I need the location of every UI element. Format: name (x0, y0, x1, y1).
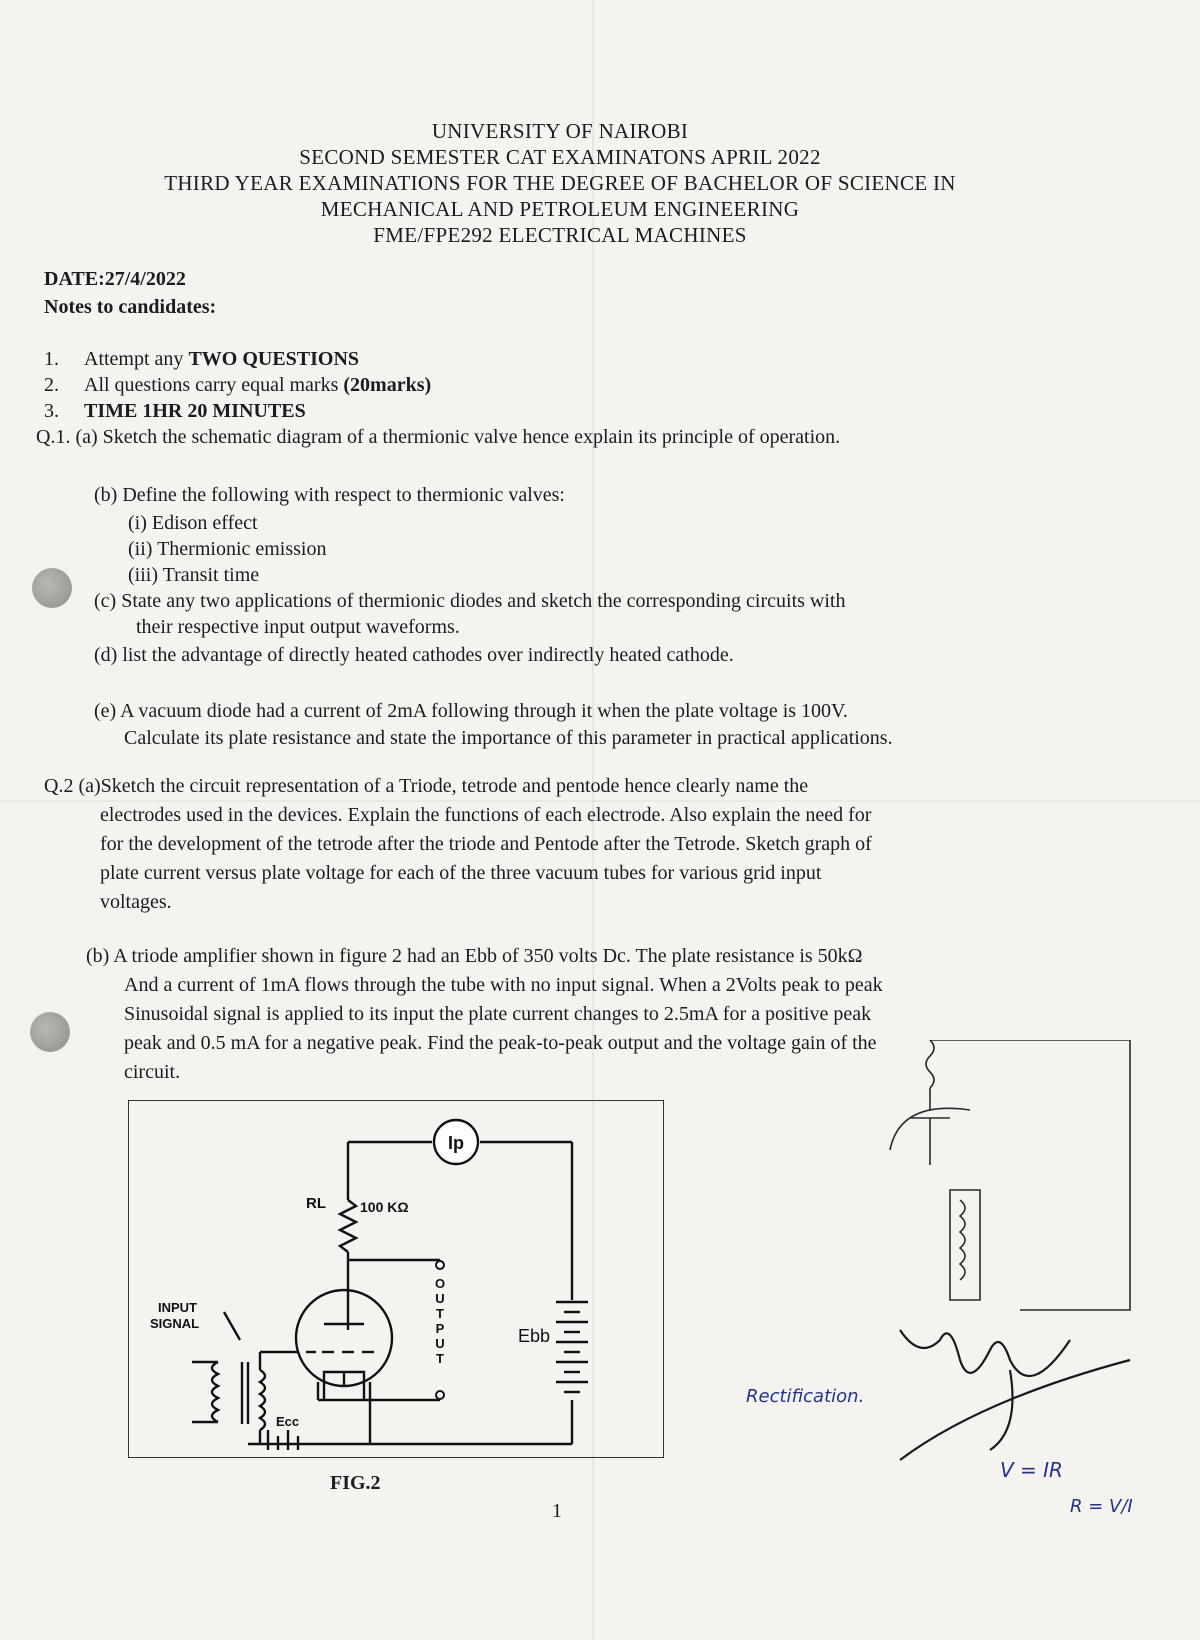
output-terminal-bottom (436, 1391, 444, 1399)
q2-b-line: peak and 0.5 mA for a negative peak. Find the peak-to-peak output and the voltage gain of the (124, 1032, 877, 1054)
page-number: 1 (552, 1500, 562, 1522)
output-letter-4: P (435, 1321, 445, 1336)
handwritten-sketch (880, 1040, 1180, 1560)
q2-part-a (44, 772, 872, 917)
q1-part-e-line1: (e) A vacuum diode had a current of 2mA following through it when the plate voltage is 100V. (94, 700, 848, 722)
handwritten-formula-1: V = IR (1000, 1458, 1063, 1482)
ebb-label: Ebb (518, 1326, 551, 1346)
note-number: 1. (44, 348, 59, 370)
note-item-2 (44, 374, 431, 397)
triode-amplifier-circuit (128, 1100, 662, 1456)
notes-title: Notes to candidates: (44, 296, 217, 318)
university-name: UNIVERSITY OF NAIROBI (431, 119, 689, 143)
rl-value: 100 KΩ (360, 1199, 409, 1215)
department-line: MECHANICAL AND PETROLEUM ENGINEERING (320, 197, 800, 221)
note-emphasis: TIME 1HR 20 MINUTES (84, 400, 306, 422)
output-letter-1: O (434, 1276, 446, 1291)
q1-b-item-1: (i) Edison effect (128, 512, 258, 534)
handwritten-formula-2: R = V/I (1070, 1496, 1133, 1517)
exam-session: SECOND SEMESTER CAT EXAMINATONS APRIL 2022 (299, 145, 821, 169)
q2-a-line: electrodes used in the devices. Explain the functions of each electrode. Also explain the need for (100, 804, 872, 826)
ebb-battery (556, 1302, 588, 1392)
output-label (435, 1276, 445, 1366)
q1-part-b: (b) Define the following with respect to thermionic valves: (94, 484, 565, 506)
exam-header (60, 118, 1060, 248)
q2-b-line: Sinusoidal signal is applied to its input the plate current changes to 2.5mA for a positive peak (124, 1003, 872, 1025)
punch-hole-bottom (30, 1012, 70, 1052)
note-text: All questions carry equal marks (84, 374, 344, 396)
q2-a-line: plate current versus plate voltage for each of the three vacuum tubes for various grid input (100, 862, 822, 884)
output-letter-5: U (435, 1336, 445, 1351)
output-letter-3: T (436, 1306, 444, 1321)
ecc-label: Ecc (276, 1414, 300, 1429)
output-terminal-top (436, 1261, 444, 1269)
ammeter-label: Ip (448, 1133, 464, 1153)
rl-label: RL (306, 1195, 326, 1212)
q1-part-c-line2: their respective input output waveforms. (136, 616, 460, 638)
signature (900, 1330, 1130, 1460)
q1-b-item-3: (iii) Transit time (128, 564, 260, 586)
q2-a-line: for the development of the tetrode after the triode and Pentode after the Tetrode. Sketch graph of (100, 833, 872, 855)
input-label-line1: INPUT (158, 1300, 197, 1315)
q2-a-line: Q.2 (a)Sketch the circuit representation of a Triode, tetrode and pentode hence clearly name the (44, 775, 809, 797)
q1-part-d: (d) list the advantage of directly heated cathodes over indirectly heated cathode. (94, 644, 734, 666)
q1-part-c-line1: (c) State any two applications of thermionic diodes and sketch the corresponding circuits with (94, 590, 846, 612)
q1-part-a: Q.1. (a) Sketch the schematic diagram of a thermionic valve hence explain its principle of operation. (36, 426, 841, 448)
input-label-line2: SIGNAL (150, 1316, 200, 1331)
note-text: Attempt any (84, 348, 189, 370)
handwritten-word: Rectification. (746, 1386, 865, 1407)
output-letter-2: U (435, 1291, 445, 1306)
course-title: FME/FPE292 ELECTRICAL MACHINES (373, 223, 747, 247)
note-number: 2. (44, 374, 59, 396)
note-emphasis: TWO QUESTIONS (188, 348, 360, 370)
q1-part-e-line2: Calculate its plate resistance and state the importance of this parameter in practical applications. (124, 727, 893, 749)
note-number: 3. (44, 400, 59, 422)
q2-b-line: And a current of 1mA flows through the tube with no input signal. When a 2Volts peak to peak (124, 974, 883, 996)
note-emphasis: (20marks) (343, 374, 432, 396)
degree-line: THIRD YEAR EXAMINATIONS FOR THE DEGREE OF BACHELOR OF SCIENCE IN (164, 171, 956, 195)
output-letter-6: T (436, 1351, 444, 1366)
q2-a-line: voltages. (100, 891, 172, 913)
q2-b-line: (b) A triode amplifier shown in figure 2 had an Ebb of 350 volts Dc. The plate resistance is 50kΩ (86, 945, 863, 967)
punch-hole-top (32, 568, 72, 608)
note-item-3 (44, 400, 306, 423)
exam-date: DATE:27/4/2022 (44, 268, 186, 290)
figure-caption: FIG.2 (330, 1472, 381, 1494)
q2-part-b (86, 942, 883, 1087)
q2-b-line: circuit. (124, 1061, 181, 1083)
q1-b-item-2: (ii) Thermionic emission (128, 538, 327, 560)
note-item-1 (44, 348, 359, 371)
